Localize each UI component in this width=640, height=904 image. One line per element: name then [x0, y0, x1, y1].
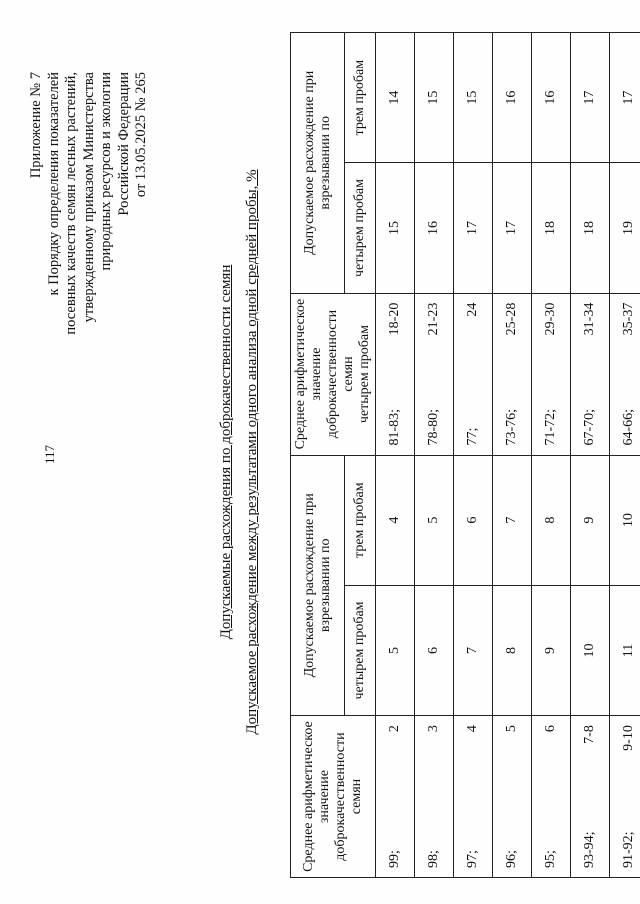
avg-cell-1: [415, 716, 454, 878]
four-cell-2: 18: [571, 163, 610, 293]
avg-cell-1: [376, 716, 415, 878]
appendix-line: к Порядку определения показателей: [45, 72, 62, 296]
avg-cell-1-split: [621, 719, 637, 874]
four-cell-1: 9: [532, 585, 571, 715]
three-cell-1: 10: [610, 455, 640, 585]
three-cell-1: 5: [415, 455, 454, 585]
avg-cell-1-a: 93-94;: [582, 831, 597, 868]
avg-cell-1: [571, 716, 610, 878]
avg-cell-1-b: 2: [387, 725, 402, 733]
avg-cell-1-b: 3: [426, 725, 441, 733]
avg-cell-2-split: [465, 297, 481, 452]
avg-cell-2-a: 73-76;: [504, 408, 519, 446]
appendix-line: Приложение № 7: [28, 72, 44, 179]
header-avg-2-text: Среднее арифметическое значение доброкачественности семян: [293, 298, 356, 450]
appendix-header: [28, 72, 151, 402]
tolerance-table: [290, 32, 640, 878]
avg-cell-2-a: 78-80;: [426, 408, 441, 446]
main-title: Допускаемые расхождения по доброкачественности семян: [218, 264, 234, 640]
avg-cell-1-b: 9-10: [621, 725, 636, 751]
four-cell-2: 19: [610, 163, 640, 293]
avg-cell-2-a: 71-72;: [543, 408, 558, 446]
appendix-line: утвержденному приказом Министерства: [80, 72, 97, 323]
header-four-1: четырем пробам: [345, 585, 376, 715]
avg-cell-2-a: 64-66;: [621, 408, 636, 446]
avg-cell-2-a: 67-70;: [582, 408, 597, 446]
avg-cell-2: [493, 293, 532, 455]
avg-cell-2: [454, 293, 493, 455]
avg-cell-1-b: 5: [504, 725, 519, 733]
three-cell-1: 4: [376, 455, 415, 585]
avg-cell-1-a: 91-92;: [621, 831, 636, 868]
avg-cell-1: [493, 716, 532, 878]
three-cell-2: 16: [532, 33, 571, 163]
avg-cell-1-split: [543, 719, 559, 874]
avg-cell-1: [532, 716, 571, 878]
avg-cell-2: [376, 293, 415, 455]
table-row: [610, 33, 640, 878]
avg-cell-2-split: [387, 297, 403, 452]
three-cell-2: 15: [415, 33, 454, 163]
four-cell-2: 16: [415, 163, 454, 293]
avg-cell-1-a: 99;: [387, 850, 402, 868]
table-row: [532, 33, 571, 878]
three-cell-2: 17: [610, 33, 640, 163]
avg-cell-1-a: 96;: [504, 850, 519, 868]
four-cell-1: 11: [610, 585, 640, 715]
avg-cell-1-b: 6: [543, 725, 558, 733]
avg-cell-2-split: [582, 297, 598, 452]
header-avg-2-four: четырем пробам: [357, 325, 372, 424]
three-cell-2: 16: [493, 33, 532, 163]
avg-cell-1-split: [582, 719, 598, 874]
avg-cell-2-split: [504, 297, 520, 452]
avg-cell-2-split: [426, 297, 442, 452]
avg-cell-2-b: 25-28: [504, 302, 519, 336]
appendix-line: от 13.05.2025 № 265: [133, 72, 149, 198]
avg-cell-1: [454, 716, 493, 878]
avg-cell-2-a: 81-83;: [387, 408, 402, 446]
avg-cell-1-split: [465, 719, 481, 874]
header-three-1: трем пробам: [345, 455, 376, 585]
page-number: 117: [42, 444, 57, 464]
appendix-line: посевных качеств семян лесных растений,: [63, 72, 79, 335]
avg-cell-2-b: 29-30: [543, 302, 558, 336]
three-cell-2: 17: [571, 33, 610, 163]
table-row: [454, 33, 493, 878]
avg-cell-1-a: 95;: [543, 850, 558, 868]
three-cell-1: 6: [454, 455, 493, 585]
avg-cell-1-a: 97;: [465, 850, 480, 868]
four-cell-1: 8: [493, 585, 532, 715]
header-avg-1: Среднее арифметическое значение доброкачественности семян: [291, 716, 376, 878]
header-tolerance-1: Допускаемое расхождение при взрезывании по: [291, 455, 345, 716]
appendix-line: Российской Федерации: [115, 72, 132, 216]
table-row: [415, 33, 454, 878]
avg-cell-1: [610, 716, 640, 878]
four-cell-2: 17: [493, 163, 532, 293]
avg-cell-2-b: 31-34: [582, 302, 597, 336]
four-cell-1: 10: [571, 585, 610, 715]
header-avg-2: [291, 293, 376, 455]
three-cell-1: 8: [532, 455, 571, 585]
avg-cell-2: [415, 293, 454, 455]
table-row: [571, 33, 610, 878]
avg-cell-1-b: 4: [465, 725, 480, 733]
four-cell-2: 15: [376, 163, 415, 293]
avg-cell-1-split: [504, 719, 520, 874]
appendix-line: природных ресурсов и экологии: [98, 72, 114, 271]
four-cell-2: 18: [532, 163, 571, 293]
table-row: [376, 33, 415, 878]
avg-cell-2-b: 24: [465, 302, 480, 317]
three-cell-2: 14: [376, 33, 415, 163]
three-cell-2: 15: [454, 33, 493, 163]
table-row: [493, 33, 532, 878]
avg-cell-1-a: 98;: [426, 850, 441, 868]
four-cell-1: 5: [376, 585, 415, 715]
four-cell-2: 17: [454, 163, 493, 293]
avg-cell-2-b: 18-20: [387, 302, 402, 336]
avg-cell-2-b: 35-37: [621, 302, 636, 336]
four-cell-1: 7: [454, 585, 493, 715]
header-three-2: трем пробам: [345, 33, 376, 163]
avg-cell-1-split: [387, 719, 403, 874]
four-cell-1: 6: [415, 585, 454, 715]
header-tolerance-2: Допускаемое расхождение при взрезывании по: [291, 33, 345, 294]
avg-cell-2: [610, 293, 640, 455]
avg-cell-1-b: 7-8: [582, 725, 597, 744]
avg-cell-2-split: [621, 297, 637, 452]
sub-title: Допускаемое расхождение между результатами одного анализа одной средней пробы, %: [244, 169, 260, 735]
three-cell-1: 9: [571, 455, 610, 585]
three-cell-1: 7: [493, 455, 532, 585]
table-body: [376, 33, 640, 878]
avg-cell-1-split: [426, 719, 442, 874]
header-four-2: четырем пробам: [345, 163, 376, 293]
avg-cell-2: [532, 293, 571, 455]
avg-cell-2-a: 77;: [465, 427, 480, 446]
avg-cell-2: [571, 293, 610, 455]
avg-cell-2-b: 21-23: [426, 302, 441, 336]
avg-cell-2-split: [543, 297, 559, 452]
